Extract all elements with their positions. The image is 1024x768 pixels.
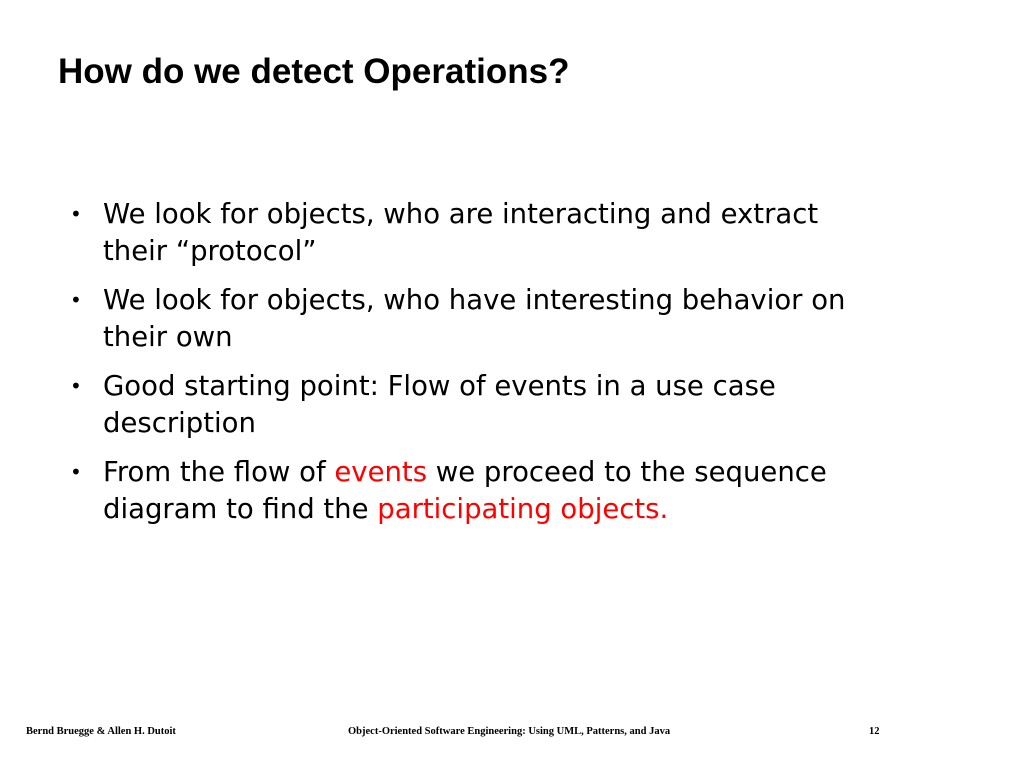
bullet-text: Good starting point: Flow of events in a use case description — [103, 370, 776, 439]
bullet-item — [64, 196, 874, 270]
bullet-text: We look for objects, who have interesting behavior on their own — [103, 284, 846, 353]
bullet-text: From the flow of — [103, 456, 335, 488]
bullet-list — [64, 196, 874, 540]
footer-authors: Bernd Bruegge & Allen H. Dutoit — [26, 726, 176, 737]
bullet-item — [64, 282, 874, 356]
bullet-marker: • — [70, 288, 82, 312]
bullet-item — [64, 454, 874, 528]
bullet-text: we proceed to the sequence diagram to find the — [103, 456, 827, 525]
highlighted-text: events — [334, 456, 428, 488]
bullet-text: We look for objects, who are interacting and extract their “protocol” — [103, 198, 819, 267]
bullet-marker: • — [70, 374, 82, 398]
bullet-item — [64, 368, 874, 442]
footer-page-number: 12 — [869, 726, 880, 737]
bullet-marker: • — [70, 202, 82, 226]
bullet-marker: • — [70, 460, 82, 484]
highlighted-text: participating objects. — [377, 493, 669, 525]
footer-book-title: Object-Oriented Software Engineering: Using UML, Patterns, and Java — [348, 726, 671, 737]
slide-title: How do we detect Operations? — [58, 52, 570, 91]
